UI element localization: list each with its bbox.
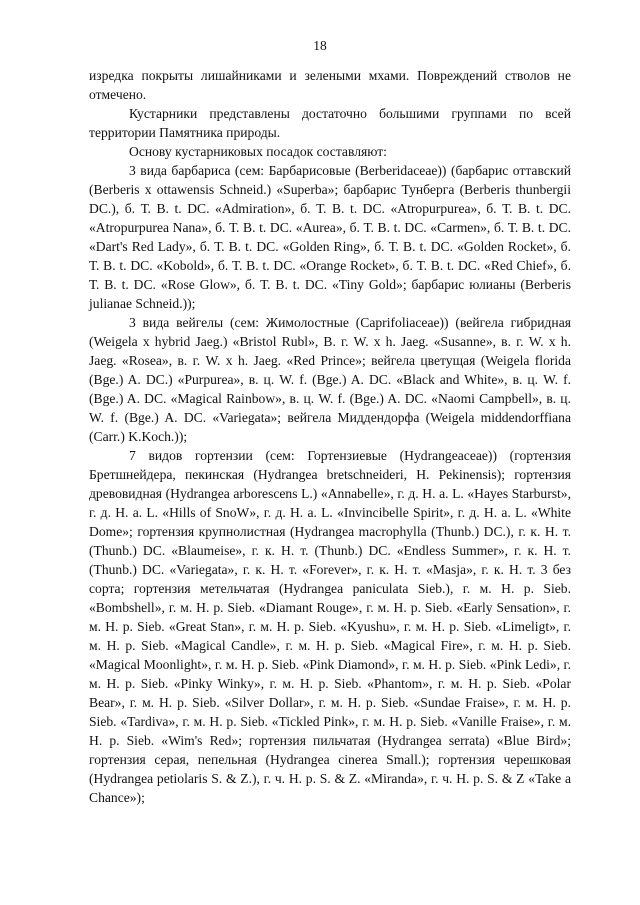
- paragraph-shrubs-basis: Основу кустарниковых посадок составляют:: [129, 144, 387, 159]
- body-text: [89, 66, 571, 807]
- paragraph-barberry: 3 вида барбариса (сем: Барбарисовые (Berberidaceae)) (барбарис оттавский (Berberis x ottawensis Schneid.) «Superba»; барбарис Тунберга (Berberis thunbergii DC.), б. Т. В. t. DC. «Admiration», б. Т. В. t. DC. «Atropurpurea», б. Т. В. t. DC. «Atropurpurea Nana», б. Т. В. t. DC. «Aurea», б. Т. В. t. DC. «Carmen», б. Т. В. t. DC. «Dart's Red Lady», б. Т. В. t. DC. «Golden Ring», б. Т. В. t. DC. «Golden Rocket», б. Т. В. t. DC. «Kobold», б. Т. В. t. DC. «Orange Rocket», б. Т. В. t. DC. «Red Chief», б. Т. В. t. DC. «Rose Glow», б. Т. В. t. DC. «Tiny Gold»; барбарис юлианы (Berberis julianae Schneid.));: [89, 163, 571, 311]
- page-number: 18: [313, 38, 327, 53]
- paragraph-hydrangea: 7 видов гортензии (сем: Гортензиевые (Hydrangeaceae)) (гортензия Бретшнейдера, пекинская (Hydrangea bretschneideri, H. Pekinensis); гортензия древовидная (Hydrangea arborescens L.) «Annabelle», г. д. Н. а. L. «Hayes Starburst», г. д. Н. а. L. «Hills of SnoW», г. д. Н. а. L. «Invincibelle Spirit», г. д. Н. а. L. «White Dome»; гортензия крупнолистная (Hydrangea macrophylla (Thunb.) DC.), г. к. Н. т. (Thunb.) DC. «Blaumeise», г. к. Н. т. (Thunb.) DC. «Endless Summer», г. к. Н. т. (Thunb.) DC. «Variegata», г. к. Н. т. «Forever», г. к. Н. т. «Masja», г. к. Н. т. 3 без сорта; гортензия метельчатая (Hydrangea paniculata Sieb.), г. м. Н. р. Sieb. «Bombshell», г. м. Н. р. Sieb. «Diamant Rouge», г. м. Н. р. Sieb. «Early Sensation», г. м. Н. р. Sieb. «Great Stan», г. м. Н. р. Sieb. «Kyushu», г. м. Н. р. Sieb. «Limeligt», г. м. Н. р. Sieb. «Magical Candle», г. м. Н. р. Sieb. «Magical Fire», г. м. Н. р. Sieb. «Magical Moonlight», г. м. Н. р. Sieb. «Pink Diamond», г. м. Н. р. Sieb. «Pink Ledi», г. м. Н. р. Sieb. «Pinky Winky», г. м. Н. р. Sieb. «Phantom», г. м. Н. р. Sieb. «Polar Bear», г. м. Н. р. Sieb. «Silver Dollar», г. м. Н. р. Sieb. «Sundae Fraise», г. м. Н. р. Sieb. «Tardiva», г. м. Н. р. Sieb. «Tickled Pink», г. м. Н. р. Sieb. «Vanille Fraise», г. м. Н. р. Sieb. «Wim's Red»; гортензия пильчатая (Hydrangea serrata) «Blue Bird»; гортензия серая, пепельная (Hydrangea cinerea Small.); гортензия черешковая (Hydrangea petiolaris S. & Z.), г. ч. Н. р. S. & Z. «Miranda», г. ч. Н. р. S. & Z «Take a Chance»);: [89, 448, 571, 805]
- paragraph-weigela: 3 вида вейгелы (сем: Жимолостные (Caprifoliaceae)) (вейгела гибридная (Weigela x hybrid Jaeg.) «Bristol Rubl», В. г. W. x h. Jaeg. «Susanne», в. г. W. x h. Jaeg. «Rosea», в. г. W. x h. Jaeg. «Red Prince»; вейгела цветущая (Weigela florida (Bge.) A. DC.) «Purpurea», в. ц. W. f. (Bge.) A. DC. «Black and White», в. ц. W. f. (Bge.) A. DC. «Magical Rainbow», в. ц. W. f. (Bge.) A. DC. «Naomi Campbell», в. ц. W. f. (Bge.) A. DC. «Variegata»; вейгела Миддендорфа (Weigela middendorffiana (Carr.) K.Koch.));: [89, 315, 571, 444]
- paragraph-shrubs-intro: Кустарники представлены достаточно большими группами по всей территории Памятника природы.: [89, 106, 571, 140]
- paragraph-trees-continuation: изредка покрыты лишайниками и зелеными мхами. Повреждений стволов не отмечено.: [89, 68, 571, 102]
